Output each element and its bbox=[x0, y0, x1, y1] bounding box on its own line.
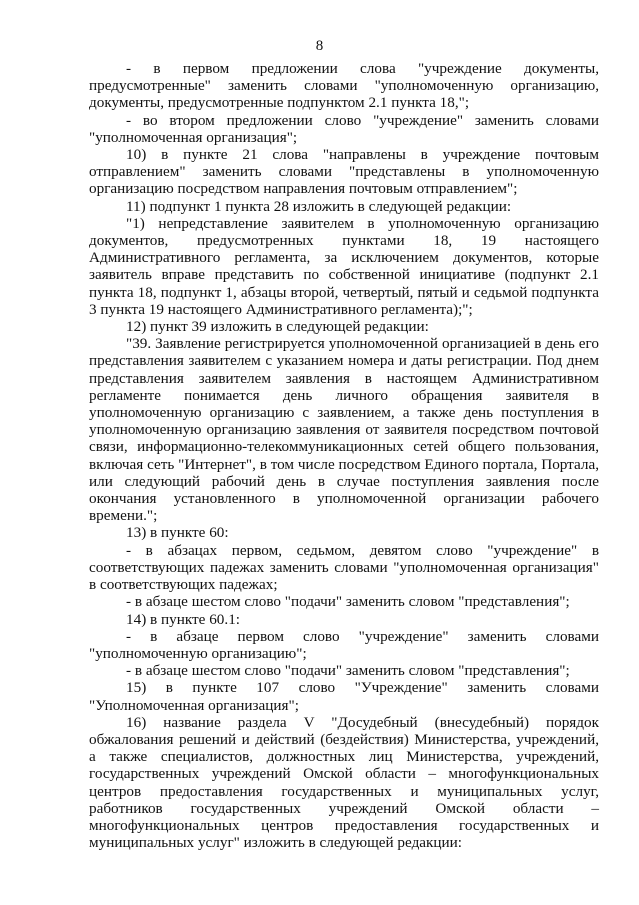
page-number: 8 bbox=[315, 38, 324, 54]
paragraph: 16) название раздела V "Досудебный (внесудебный) порядок обжалования решений и действий (бездействия) Министерства, учреждений, а также специалистов, должностных лиц Министерства, учреждений, государственных учреждений Омской области – многофункциональных центров предоставления государственных и муниципальных услуг, работников государственных учреждений Омской области – многофункциональных центров предоставления государственных и муниципальных услуг" изложить в следующей редакции: bbox=[89, 713, 599, 852]
paragraph: - во втором предложении слово "учреждение" заменить словами "уполномоченная организация"; bbox=[89, 111, 599, 146]
document-body bbox=[89, 60, 599, 851]
paragraph: - в абзаце шестом слово "подачи" заменить словом "представления"; bbox=[126, 593, 570, 611]
paragraph: 10) в пункте 21 слова "направлены в учреждение почтовым отправлением" заменить словами "представлены в уполномоченную организацию посредством направления почтовым отправлением"; bbox=[89, 146, 599, 198]
paragraph: 14) в пункте 60.1: bbox=[126, 610, 241, 628]
paragraph: - в абзацах первом, седьмом, девятом слово "учреждение" в соответствующих падежах заменить словами "уполномоченная организация" в соответствующих падежах; bbox=[89, 541, 599, 594]
paragraph: 13) в пункте 60: bbox=[126, 524, 229, 542]
paragraph: 12) пункт 39 изложить в следующей редакции: bbox=[126, 318, 429, 336]
paragraph: 11) подпункт 1 пункта 28 изложить в следующей редакции: bbox=[126, 197, 512, 215]
paragraph: "39. Заявление регистрируется уполномоченной организацией в день его представления заявителем с указанием номера и даты регистрации. Под днем представления заявителем заявления в настоящем Административном регламенте понимается день личного обращения заявителя в уполномоченную организацию с заявлением, а также день поступления в уполномоченную организацию заявления от заявителя посредством почтовой связи, информационно-телекоммуникационных сетей общего пользования, включая сеть "Интернет", в том числе посредством Единого портала, Портала, или следующий рабочий день в случае поступления заявления после окончания установленного в уполномоченной организации рабочего времени."; bbox=[89, 335, 599, 525]
paragraph: "1) непредставление заявителем в уполномоченную организацию документов, предусмотренных пунктами 18, 19 настоящего Административного регламента, за исключением документов, которые заявитель вправе представить по собственной инициативе (подпункт 2.1 пункта 18, подпункт 1, абзацы второй, четвертый, пятый и седьмой подпункта 3 пункта 19 настоящего Административного регламента);"; bbox=[89, 214, 599, 318]
paragraph: - в абзаце шестом слово "подачи" заменить словом "представления"; bbox=[126, 662, 570, 680]
paragraph: 15) в пункте 107 слово "Учреждение" заменить словами "Уполномоченная организация"; bbox=[89, 679, 599, 714]
paragraph: - в абзаце первом слово "учреждение" заменить словами "уполномоченную организацию"; bbox=[89, 627, 599, 662]
paragraph: - в первом предложении слова "учреждение документы, предусмотренные" заменить словами "уполномоченную организацию, документы, предусмотренные подпунктом 2.1 пункта 18,"; bbox=[89, 60, 599, 112]
